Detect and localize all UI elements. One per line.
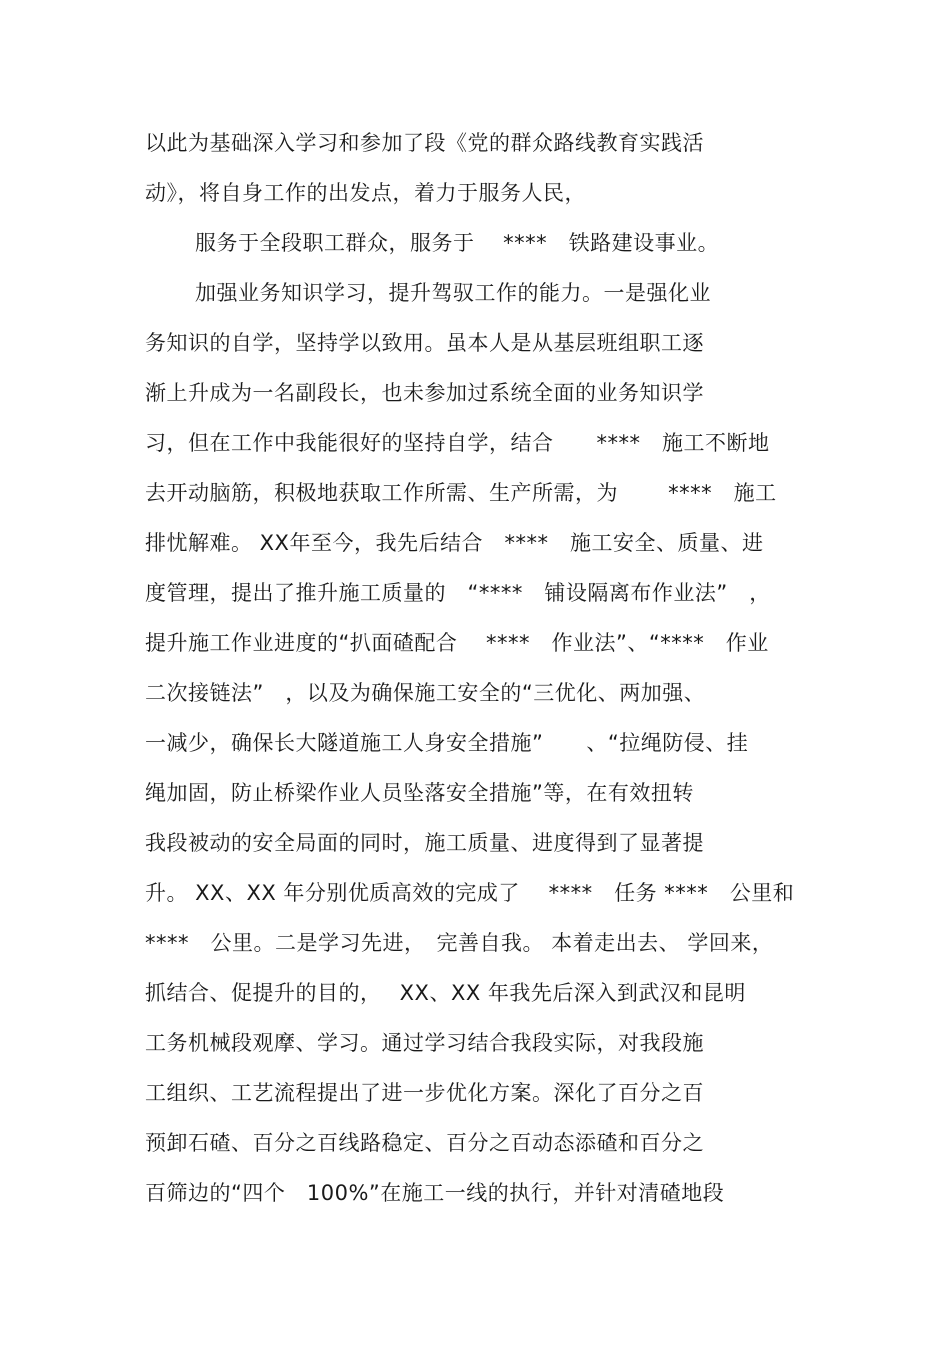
text-line: 以此为基础深入学习和参加了段《党的群众路线教育实践活 [145,131,704,155]
text-line: 务知识的自学，坚持学以致用。虽本人是从基层班组职工逐 [145,331,704,355]
text-line: 服务于全段职工群众，服务于 **** 铁路建设事业。 [195,231,720,255]
text-line: 升。 XX、XX 年分别优质高效的完成了 **** 任务 **** 公里和 [145,881,795,905]
text-line: 度管理，提出了推升施工质量的 “**** 铺设隔离布作业法” ， [145,581,771,605]
text-line: 去开动脑筋，积极地获取工作所需、生产所需，为 **** 施工 [145,481,777,505]
text-line: 排忧解难。 XX年至今，我先后结合 **** 施工安全、质量、进 [145,531,764,555]
text-line: 我段被动的安全局面的同时，施工质量、进度得到了显著提 [145,831,704,855]
text-line: 动》，将自身工作的出发点，着力于服务人民， [145,181,586,205]
text-line: 工务机械段观摩、学习。通过学习结合我段实际，对我段施 [145,1031,704,1055]
text-line: 提升施工作业进度的“扒面碴配合 **** 作业法”、“**** 作业 [145,631,769,655]
text-line: **** 公里。二是学习先进， 完善自我。 本着走出去、 学回来， [145,931,774,955]
text-line: 二次接链法” ，以及为确保施工安全的“三优化、两加强、 [145,681,706,705]
text-line: 加强业务知识学习，提升驾驭工作的能力。一是强化业 [195,281,711,305]
text-line: 抓结合、促提升的目的， XX、XX 年我先后深入到武汉和昆明 [145,981,746,1005]
text-line: 百筛边的“四个 100%”在施工一线的执行，并针对清碴地段 [145,1181,725,1205]
text-line: 一减少，确保长大隧道施工人身安全措施” 、“拉绳防侵、挂 [145,731,749,755]
text-line: 绳加固，防止桥梁作业人员坠落安全措施”等，在有效扭转 [145,781,694,805]
text-line: 预卸石碴、百分之百线路稳定、百分之百动态添碴和百分之 [145,1131,704,1155]
text-line: 习，但在工作中我能很好的坚持自学，结合 **** 施工不断地 [145,431,770,455]
text-line: 工组织、工艺流程提出了进一步优化方案。深化了百分之百 [145,1081,704,1105]
text-line: 渐上升成为一名副段长，也未参加过系统全面的业务知识学 [145,381,704,405]
